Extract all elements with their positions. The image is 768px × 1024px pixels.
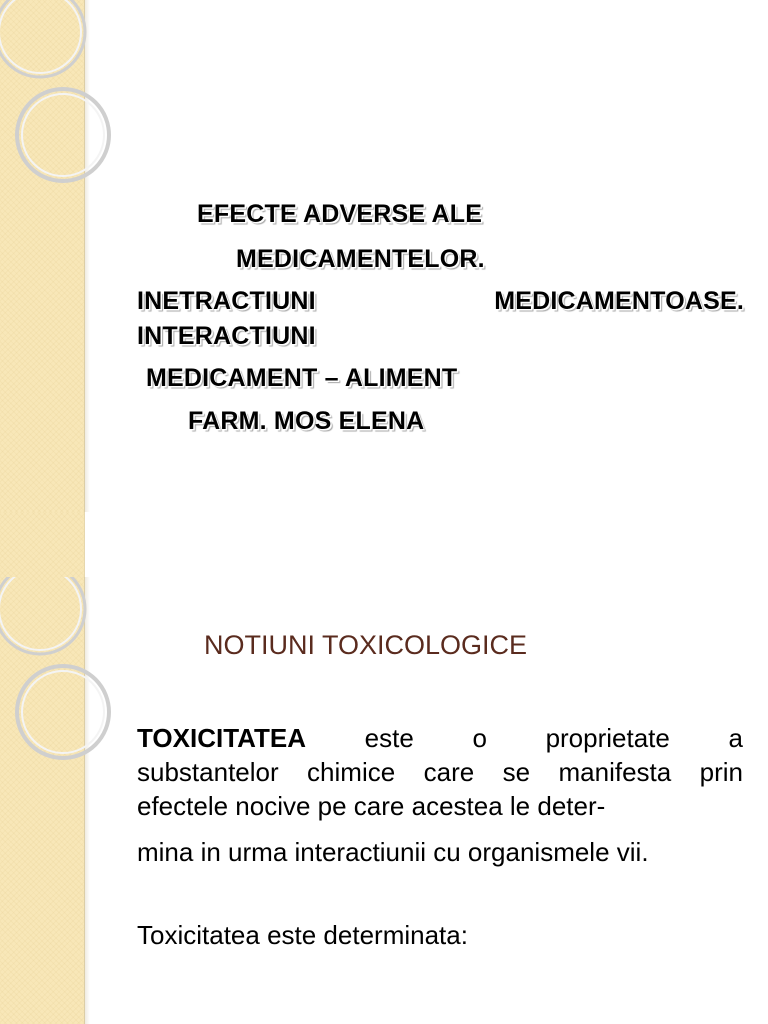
title-line-2: MEDICAMENTELOR. (236, 245, 485, 273)
definition-line-3: efectele nocive pe care acestea le deter- (137, 791, 606, 821)
definition-line-2: substantelor chimice care se manifesta prin (137, 757, 743, 787)
definition-line-4: mina in urma interactiunii cu organismele vii. (137, 837, 649, 867)
decorative-rings-icon (0, 0, 140, 200)
slide-gap (0, 512, 768, 577)
toxicity-determined-line: Toxicitatea este determinata: (137, 920, 468, 950)
decorative-side-band (0, 512, 85, 577)
title-word-inetractiuni: INETRACTIUNI (137, 287, 316, 315)
title-line-1: EFECTE ADVERSE ALE (197, 200, 483, 228)
author-line: FARM. MOS ELENA (188, 407, 425, 435)
section-subtitle: NOTIUNI TOXICOLOGICE (204, 630, 528, 660)
definition-line-1 (137, 721, 743, 755)
decorative-rings-icon (0, 577, 140, 777)
title-line-5: MEDICAMENT – ALIMENT (146, 364, 458, 392)
title-line-3 (137, 287, 744, 316)
definition-line-1-rest: este o proprietate a (364, 723, 743, 753)
title-word-medicamentoase: MEDICAMENTOASE. (494, 287, 744, 315)
title-line-4: INTERACTIUNI (137, 322, 316, 350)
definition-term: TOXICITATEA (137, 723, 306, 753)
